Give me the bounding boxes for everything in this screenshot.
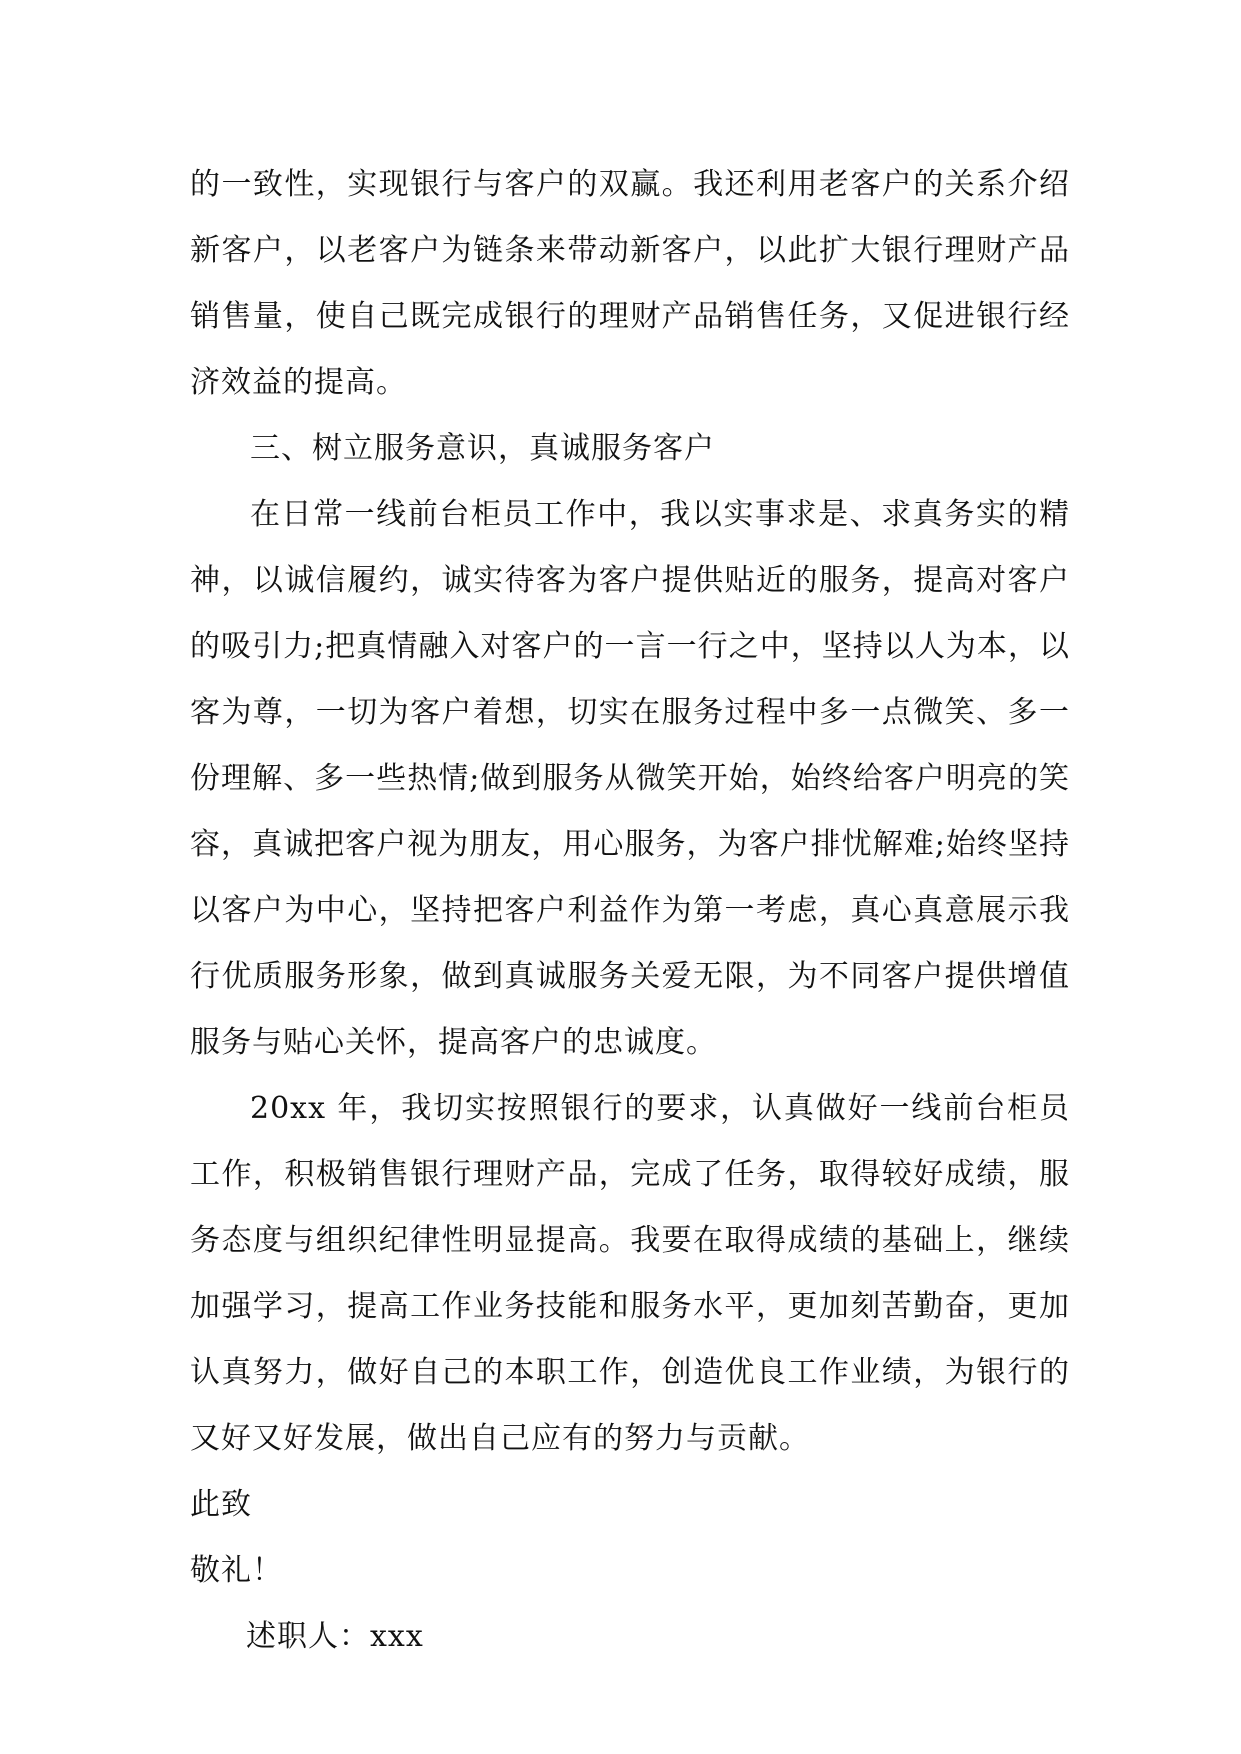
paragraph-service: 在日常一线前台柜员工作中，我以实事求是、求真务实的精神，以诚信履约，诚实待客为客户提供贴近的服务，提高对客户的吸引力;把真情融入对客户的一言一行之中，坚持以人为本，以客为尊，一切为客户着想，切实在服务过程中多一点微笑、多一份理解、多一些热情;做到服务从微笑开始，始终给客户明亮的笑容，真诚把客户视为朋友，用心服务，为客户排忧解难;始终坚持以客户为中心，坚持把客户利益作为第一考虑，真心真意展示我行优质服务形象，做到真诚服务关爱无限，为不同客户提供增值服务与贴心关怀，提高客户的忠诚度。 (190, 497, 1070, 1060)
document-body (190, 152, 1070, 1670)
signature-line: 述职人：xxx (246, 1619, 424, 1654)
paragraph-summary: 20xx 年，我切实按照银行的要求，认真做好一线前台柜员工作，积极销售银行理财产品，完成了任务，取得较好成绩，服务态度与组织纪律性明显提高。我要在取得成绩的基础上，继续加强学习，提高工作业务技能和服务水平，更加刻苦勤奋，更加认真努力，做好自己的本职工作，创造优良工作业绩，为银行的又好又好发展，做出自己应有的努力与贡献。 (190, 1091, 1070, 1456)
closing-respect: 敬礼！ (190, 1553, 283, 1588)
closing-salutation: 此致 (190, 1487, 252, 1522)
paragraph-continuation: 的一致性，实现银行与客户的双赢。我还利用老客户的关系介绍新客户，以老客户为链条来带动新客户，以此扩大银行理财产品销售量，使自己既完成银行的理财产品销售任务，又促进银行经济效益的提高。 (190, 167, 1070, 400)
section-heading: 三、树立服务意识，真诚服务客户 (250, 431, 715, 466)
